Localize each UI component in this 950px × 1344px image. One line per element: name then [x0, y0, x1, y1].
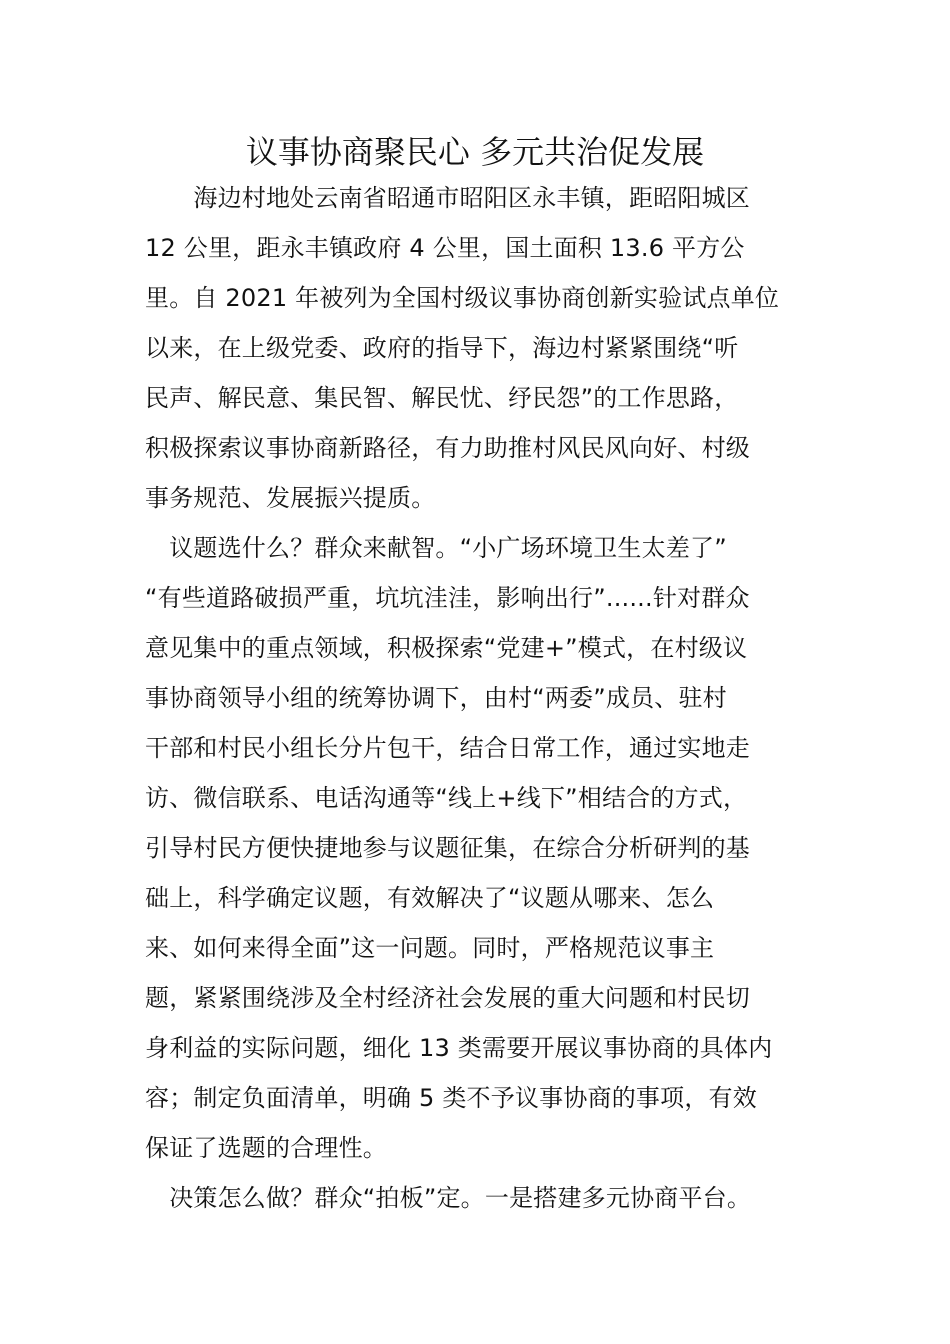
paragraph-line: 引导村民方便快捷地参与议题征集，在综合分析研判的基 — [145, 834, 750, 862]
paragraph-line: 事务规范、发展振兴提质。 — [145, 484, 436, 512]
paragraph-line: 础上，科学确定议题，有效解决了“议题从哪来、怎么 — [145, 884, 715, 912]
paragraph-line: 容；制定负面清单，明确 5 类不予议事协商的事项，有效 — [145, 1084, 757, 1112]
paragraph-line: 干部和村民小组长分片包干，结合日常工作，通过实地走 — [145, 734, 750, 762]
paragraph-line: 积极探索议事协商新路径，有力助推村风民风向好、村级 — [145, 434, 750, 462]
paragraph-line: 决策怎么做？群众“拍板”定。一是搭建多元协商平台。 — [145, 1184, 752, 1212]
paragraph-line: 保证了选题的合理性。 — [145, 1134, 387, 1162]
document-title: 议事协商聚民心 多元共治促发展 — [245, 133, 705, 171]
paragraph-line: 民声、解民意、集民智、解民忧、纾民怨”的工作思路， — [145, 384, 739, 412]
paragraph — [145, 523, 813, 1173]
paragraph-line: 议题选什么？群众来献智。“小广场环境卫生太差了” — [145, 534, 727, 562]
paragraph-line: 以来，在上级党委、政府的指导下，海边村紧紧围绕“听 — [145, 334, 739, 362]
paragraph — [145, 173, 813, 523]
paragraph — [145, 1173, 813, 1223]
paragraph-line: 12 公里，距永丰镇政府 4 公里，国土面积 13.6 平方公 — [145, 234, 745, 262]
paragraph-line: 题，紧紧围绕涉及全村经济社会发展的重大问题和村民切 — [145, 984, 750, 1012]
paragraph-line: 身利益的实际问题，细化 13 类需要开展议事协商的具体内 — [145, 1034, 773, 1062]
paragraph-line: 访、微信联系、电话沟通等“线上+线下”相结合的方式， — [145, 784, 748, 812]
paragraph-line: 意见集中的重点领域，积极探索“党建+”模式，在村级议 — [145, 634, 748, 662]
paragraph-line: 里。自 2021 年被列为全国村级议事协商创新实验试点单位 — [145, 284, 780, 312]
paragraph-line: 来、如何来得全面”这一问题。同时，严格规范议事主 — [145, 934, 715, 962]
paragraph-line: 海边村地处云南省昭通市昭阳区永丰镇，距昭阳城区 — [145, 184, 750, 212]
paragraph-line: 事协商领导小组的统筹协调下，由村“两委”成员、驻村 — [145, 684, 727, 712]
document-body — [145, 173, 813, 1223]
paragraph-line: “有些道路破损严重，坑坑洼洼，影响出行”......针对群众 — [145, 584, 750, 612]
